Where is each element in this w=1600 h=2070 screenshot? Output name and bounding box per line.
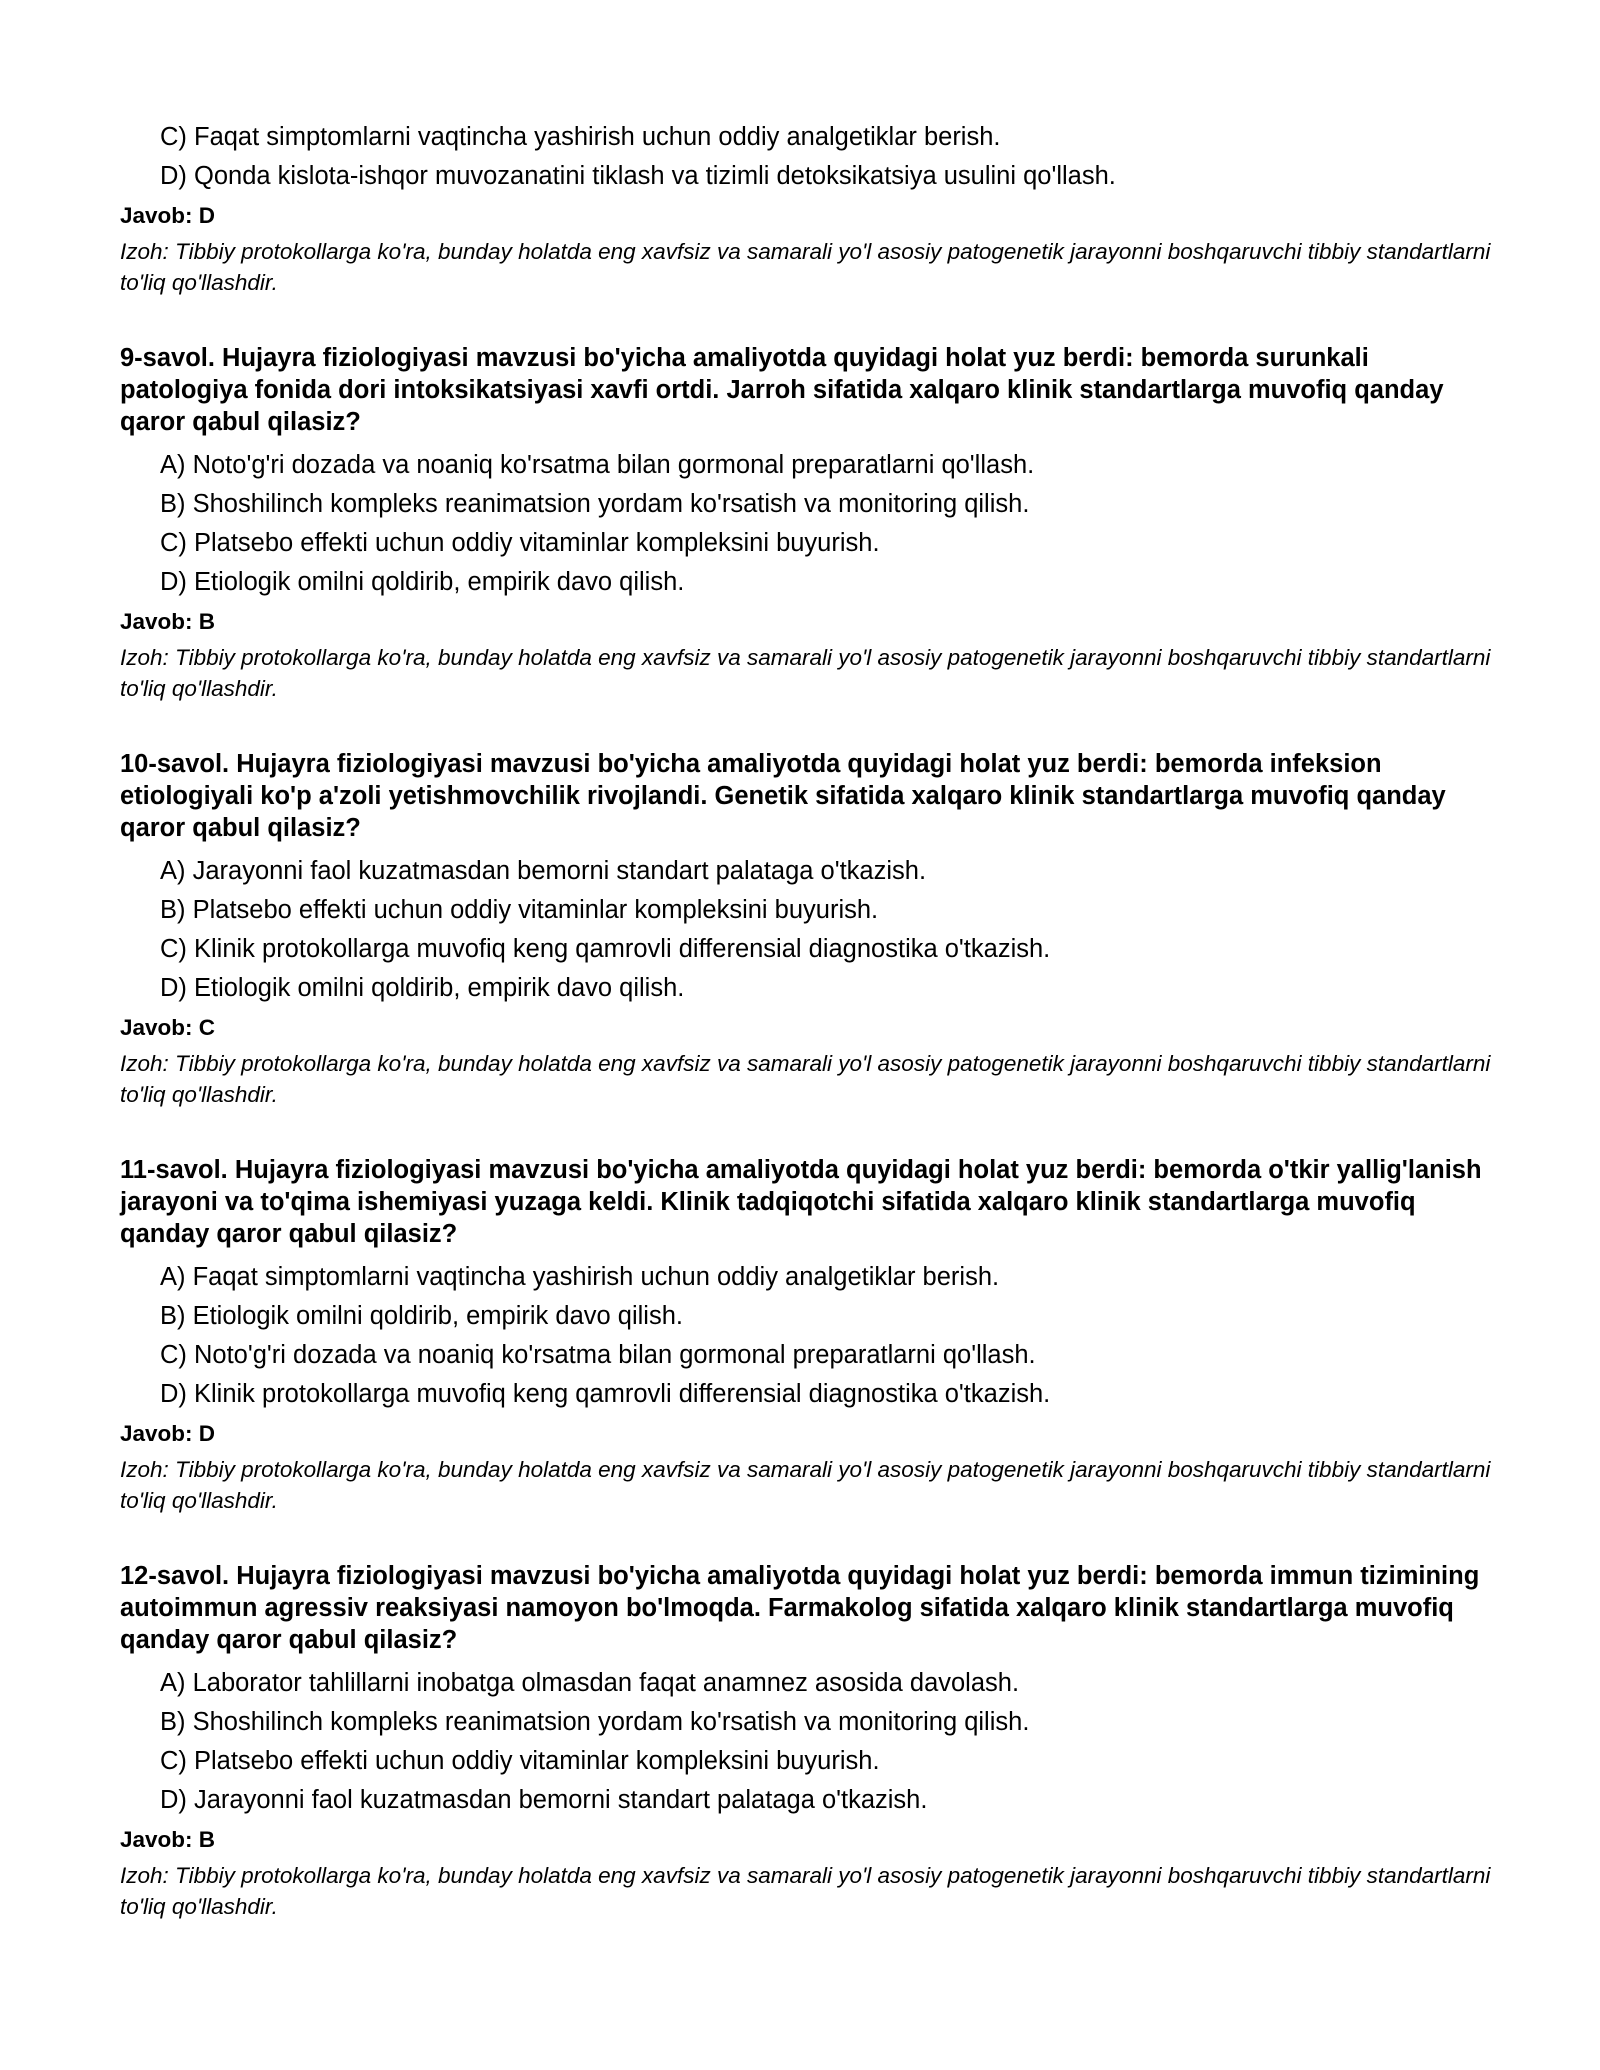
question-title: 10-savol. Hujayra fiziologiyasi mavzusi bo'yicha amaliyotda quyidagi holat yuz berdi: bemorda infeksion etiologiyali ko'p a'zoli yetishmovchilik rivojlandi. Genetik sifatida xalqaro klinik standartlarga muvofiq qanday qaror qabul qilasiz? (120, 750, 1446, 842)
answer-option: D) Qonda kislota-ishqor muvozanatini tiklash va tizimli detoksikatsiya usulini qo'llash. (160, 162, 1116, 190)
question-block-11 (120, 1154, 1495, 1516)
answer-option: A) Laborator tahlillarni inobatga olmasdan faqat anamnez asosida davolash. (160, 1669, 1020, 1697)
question-title: 9-savol. Hujayra fiziologiyasi mavzusi bo'yicha amaliyotda quyidagi holat yuz berdi: bemorda surunkali patologiya fonida dori intoksikatsiyasi xavfi ortdi. Jarroh sifatida xalqaro klinik standartlarga muvofiq qanday qaror qabul qilasiz? (120, 344, 1444, 436)
explanation-note: Izoh: Tibbiy protokollarga ko'ra, bunday holatda eng xavfsiz va samarali yo'l asosiy patogenetik jarayonni boshqaruvchi tibbiy standartlarni to'liq qo'llashdir. (120, 239, 1491, 295)
answer-option: A) Jarayonni faol kuzatmasdan bemorni standart palataga o'tkazish. (160, 857, 927, 885)
answer-option: B) Platsebo effekti uchun oddiy vitaminlar kompleksini buyurish. (160, 896, 879, 924)
answer-option: C) Noto'g'ri dozada va noaniq ko'rsatma bilan gormonal preparatlarni qo'llash. (160, 1341, 1036, 1369)
question-block-continued (120, 118, 1495, 298)
answer-option: D) Jarayonni faol kuzatmasdan bemorni standart palataga o'tkazish. (160, 1786, 928, 1814)
answer-option: D) Etiologik omilni qoldirib, empirik davo qilish. (160, 568, 685, 596)
question-block-12 (120, 1560, 1495, 1922)
correct-answer: Javob: C (120, 1015, 216, 1040)
answer-option: D) Klinik protokollarga muvofiq keng qamrovli differensial diagnostika o'tkazish. (160, 1380, 1051, 1408)
question-block-9 (120, 342, 1495, 704)
answer-option: D) Etiologik omilni qoldirib, empirik davo qilish. (160, 974, 685, 1002)
answer-option: B) Shoshilinch kompleks reanimatsion yordam ko'rsatish va monitoring qilish. (160, 1708, 1030, 1736)
question-block-10 (120, 748, 1495, 1110)
question-title: 12-savol. Hujayra fiziologiyasi mavzusi bo'yicha amaliyotda quyidagi holat yuz berdi: bemorda immun tizimining autoimmun agressiv reaksiyasi namoyon bo'lmoqda. Farmakolog sifatida xalqaro klinik standartlarga muvofiq qanday qaror qabul qilasiz? (120, 1562, 1480, 1654)
answer-option: B) Etiologik omilni qoldirib, empirik davo qilish. (160, 1302, 683, 1330)
document-page (120, 118, 1495, 1922)
explanation-note: Izoh: Tibbiy protokollarga ko'ra, bunday holatda eng xavfsiz va samarali yo'l asosiy patogenetik jarayonni boshqaruvchi tibbiy standartlarni to'liq qo'llashdir. (120, 1457, 1491, 1513)
question-title: 11-savol. Hujayra fiziologiyasi mavzusi bo'yicha amaliyotda quyidagi holat yuz berdi: bemorda o'tkir yallig'lanish jarayoni va to'qima ishemiyasi yuzaga keldi. Klinik tadqiqotchi sifatida xalqaro klinik standartlarga muvofiq qanday qaror qabul qilasiz? (120, 1156, 1482, 1248)
correct-answer: Javob: B (120, 609, 216, 634)
answer-option: C) Platsebo effekti uchun oddiy vitaminlar kompleksini buyurish. (160, 529, 880, 557)
answer-option: C) Faqat simptomlarni vaqtincha yashirish uchun oddiy analgetiklar berish. (160, 123, 1001, 151)
explanation-note: Izoh: Tibbiy protokollarga ko'ra, bunday holatda eng xavfsiz va samarali yo'l asosiy patogenetik jarayonni boshqaruvchi tibbiy standartlarni to'liq qo'llashdir. (120, 1863, 1491, 1919)
explanation-note: Izoh: Tibbiy protokollarga ko'ra, bunday holatda eng xavfsiz va samarali yo'l asosiy patogenetik jarayonni boshqaruvchi tibbiy standartlarni to'liq qo'llashdir. (120, 645, 1491, 701)
answer-option: B) Shoshilinch kompleks reanimatsion yordam ko'rsatish va monitoring qilish. (160, 490, 1030, 518)
answer-option: A) Noto'g'ri dozada va noaniq ko'rsatma bilan gormonal preparatlarni qo'llash. (160, 451, 1035, 479)
correct-answer: Javob: B (120, 1827, 216, 1852)
answer-option: C) Klinik protokollarga muvofiq keng qamrovli differensial diagnostika o'tkazish. (160, 935, 1051, 963)
answer-option: A) Faqat simptomlarni vaqtincha yashirish uchun oddiy analgetiklar berish. (160, 1263, 1000, 1291)
correct-answer: Javob: D (120, 1421, 216, 1446)
answer-option: C) Platsebo effekti uchun oddiy vitaminlar kompleksini buyurish. (160, 1747, 880, 1775)
explanation-note: Izoh: Tibbiy protokollarga ko'ra, bunday holatda eng xavfsiz va samarali yo'l asosiy patogenetik jarayonni boshqaruvchi tibbiy standartlarni to'liq qo'llashdir. (120, 1051, 1491, 1107)
correct-answer: Javob: D (120, 203, 216, 228)
